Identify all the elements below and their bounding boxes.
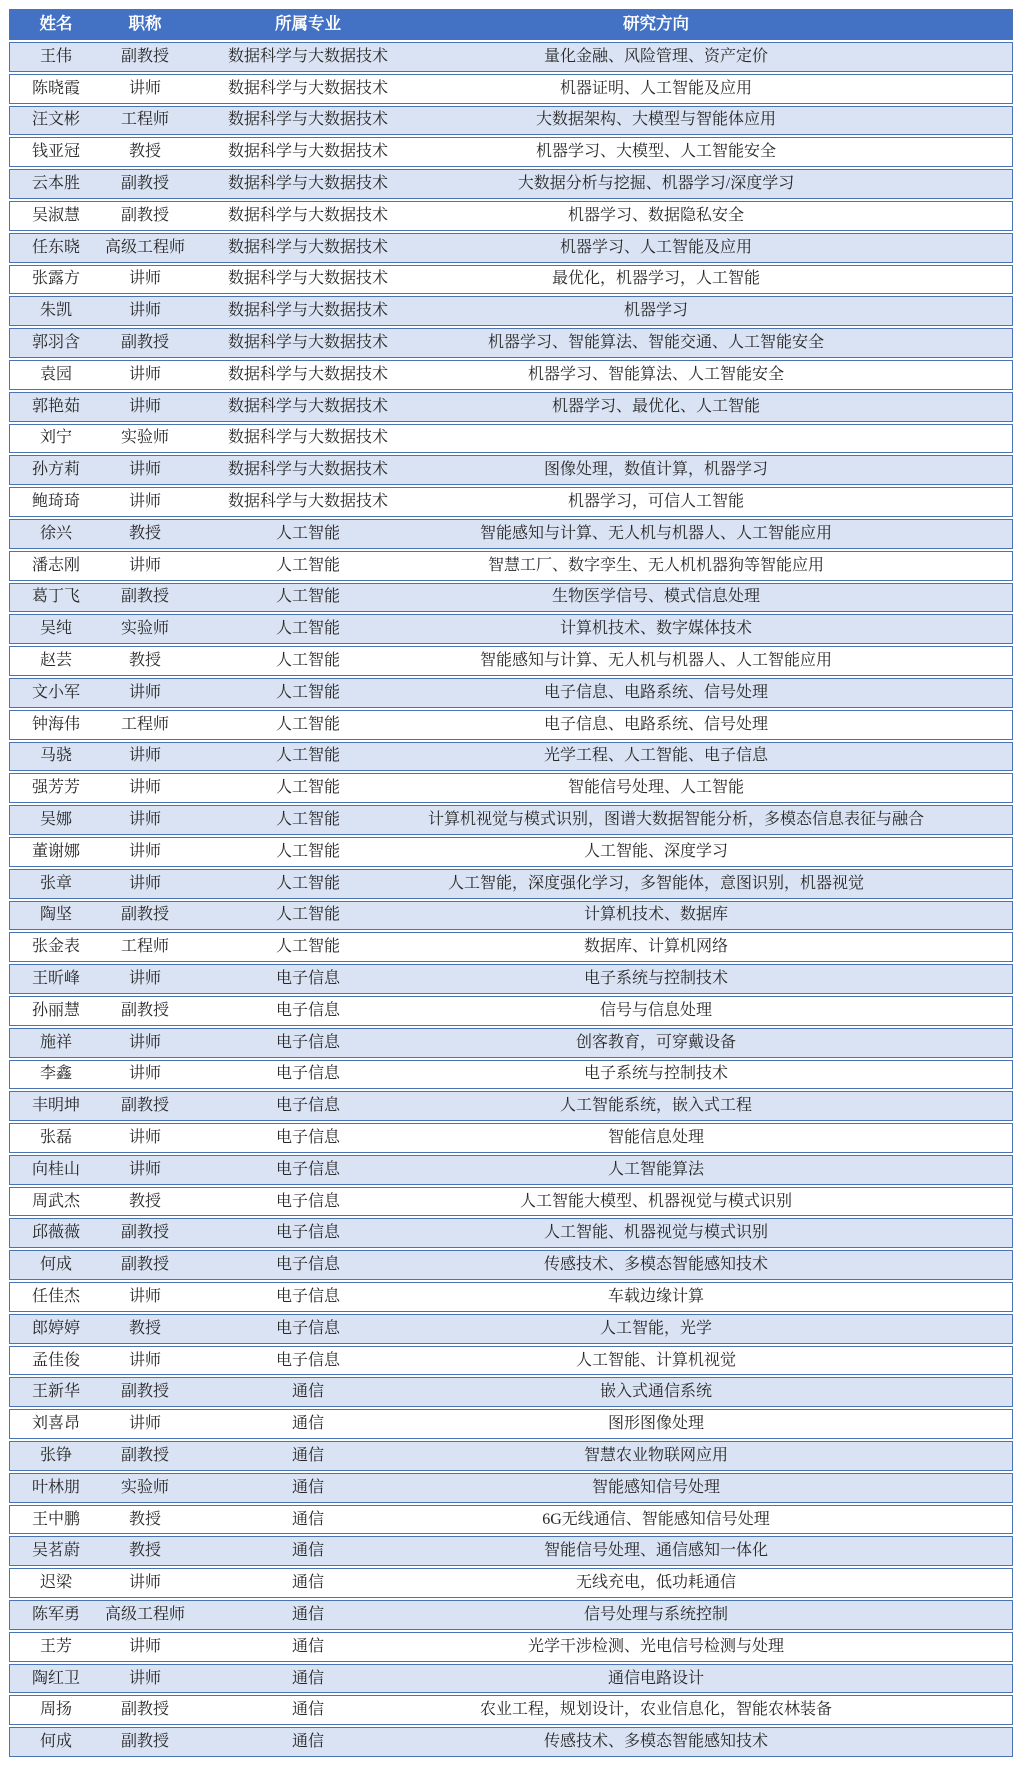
name-cell: 张铮 bbox=[39, 1446, 72, 1464]
major-cell: 通信 bbox=[291, 1637, 324, 1655]
name-cell: 陈晓霞 bbox=[31, 79, 80, 97]
research-cell: 数据库、计算机网络 bbox=[583, 938, 728, 956]
table-row bbox=[9, 519, 1013, 549]
major-cell: 电子信息 bbox=[275, 1001, 340, 1019]
table-row bbox=[9, 869, 1013, 899]
major-cell: 人工智能 bbox=[275, 652, 340, 670]
name-cell: 周扬 bbox=[39, 1701, 72, 1719]
major-cell: 人工智能 bbox=[275, 842, 340, 860]
major-cell: 电子信息 bbox=[275, 970, 340, 987]
major-cell: 数据科学与大数据技术 bbox=[227, 270, 388, 288]
research-cell: 机器学习、大模型、人工智能安全 bbox=[535, 143, 776, 161]
table-row bbox=[9, 1091, 1013, 1121]
name-cell: 周武杰 bbox=[31, 1192, 80, 1210]
research-cell: 传感技术、多模态智能感知技术 bbox=[543, 1733, 768, 1751]
title-cell: 讲师 bbox=[128, 1033, 161, 1051]
table-row bbox=[9, 805, 1013, 835]
table-row bbox=[9, 1314, 1013, 1344]
name-cell: 施祥 bbox=[39, 1033, 72, 1051]
major-cell: 人工智能 bbox=[275, 811, 340, 829]
major-cell: 数据科学与大数据技术 bbox=[227, 365, 388, 383]
research-cell: 光学工程、人工智能、电子信息 bbox=[543, 747, 768, 765]
title-cell: 讲师 bbox=[128, 1415, 161, 1433]
major-cell: 电子信息 bbox=[275, 1192, 340, 1210]
major-cell: 数据科学与大数据技术 bbox=[227, 429, 388, 447]
table-row bbox=[9, 1695, 1013, 1725]
research-cell: 智能感知信号处理 bbox=[591, 1478, 720, 1496]
research-cell: 图形图像处理 bbox=[607, 1415, 704, 1433]
name-cell: 鲍琦琦 bbox=[31, 493, 80, 511]
name-cell: 汪文彬 bbox=[31, 111, 80, 129]
major-cell: 通信 bbox=[291, 1574, 324, 1592]
table-row bbox=[9, 773, 1013, 803]
title-cell: 讲师 bbox=[128, 1128, 161, 1146]
table-row bbox=[9, 742, 1013, 772]
major-cell: 人工智能 bbox=[275, 524, 340, 542]
research-cell: 人工智能、深度学习 bbox=[583, 842, 728, 860]
table-row bbox=[9, 901, 1013, 931]
major-cell: 数据科学与大数据技术 bbox=[227, 493, 388, 511]
research-cell: 智慧工厂、数字孪生、无人机机器狗等智能应用 bbox=[487, 556, 824, 574]
name-cell: 李鑫 bbox=[39, 1065, 72, 1083]
name-cell: 王伟 bbox=[39, 47, 72, 65]
research-cell: 电子系统与控制技术 bbox=[583, 970, 728, 987]
research-cell: 信号与信息处理 bbox=[599, 1001, 712, 1019]
name-cell: 强芳芳 bbox=[31, 779, 80, 797]
title-cell: 讲师 bbox=[128, 1160, 161, 1178]
name-cell: 陈军勇 bbox=[31, 1605, 80, 1623]
major-cell: 数据科学与大数据技术 bbox=[227, 143, 388, 161]
table-header-row bbox=[9, 9, 1013, 40]
major-cell: 人工智能 bbox=[275, 588, 340, 606]
major-cell: 通信 bbox=[291, 1701, 324, 1719]
title-cell: 讲师 bbox=[128, 1065, 161, 1083]
name-cell: 吴茗蔚 bbox=[31, 1542, 80, 1560]
name-cell: 张磊 bbox=[39, 1128, 72, 1146]
major-cell: 人工智能 bbox=[275, 715, 340, 733]
table-row bbox=[9, 1536, 1013, 1566]
name-cell: 马骁 bbox=[39, 747, 72, 765]
research-cell: 机器学习、智能算法、智能交通、人工智能安全 bbox=[487, 334, 824, 352]
title-cell: 实验师 bbox=[120, 1478, 169, 1496]
title-cell: 教授 bbox=[128, 143, 161, 161]
title-cell: 讲师 bbox=[128, 1287, 161, 1305]
major-cell: 人工智能 bbox=[275, 906, 340, 924]
name-cell: 朱凯 bbox=[39, 302, 72, 320]
research-cell: 智能信号处理、人工智能 bbox=[567, 779, 744, 797]
name-cell: 郭艳茹 bbox=[31, 397, 80, 415]
title-cell: 讲师 bbox=[128, 683, 161, 701]
research-cell: 生物医学信号、模式信息处理 bbox=[551, 588, 760, 606]
title-cell: 教授 bbox=[128, 1319, 161, 1337]
title-cell: 副教授 bbox=[120, 175, 169, 193]
research-cell: 计算机技术、数据库 bbox=[583, 906, 728, 924]
table-row bbox=[9, 1346, 1013, 1376]
name-cell: 丰明坤 bbox=[31, 1097, 80, 1115]
title-cell: 教授 bbox=[128, 1542, 161, 1560]
title-cell: 讲师 bbox=[128, 1669, 161, 1687]
research-cell: 最优化，机器学习，人工智能 bbox=[551, 270, 760, 288]
table-row bbox=[9, 169, 1013, 199]
major-cell: 通信 bbox=[291, 1542, 324, 1560]
major-cell: 通信 bbox=[291, 1605, 324, 1623]
name-cell: 邱薇薇 bbox=[31, 1224, 80, 1242]
table-row bbox=[9, 1187, 1013, 1217]
major-cell: 通信 bbox=[291, 1478, 324, 1496]
major-cell: 人工智能 bbox=[275, 938, 340, 956]
major-cell: 数据科学与大数据技术 bbox=[227, 111, 388, 129]
table-row bbox=[9, 996, 1013, 1026]
table-row bbox=[9, 1250, 1013, 1280]
title-cell: 讲师 bbox=[128, 747, 161, 765]
major-cell: 电子信息 bbox=[275, 1160, 340, 1178]
major-cell: 电子信息 bbox=[275, 1319, 340, 1337]
research-cell: 图像处理，数值计算，机器学习 bbox=[543, 461, 768, 479]
table-row bbox=[9, 932, 1013, 962]
name-cell: 钟海伟 bbox=[31, 715, 80, 733]
name-cell: 孟佳俊 bbox=[31, 1351, 80, 1369]
major-cell: 数据科学与大数据技术 bbox=[227, 397, 388, 415]
major-cell: 数据科学与大数据技术 bbox=[227, 302, 388, 320]
name-cell: 袁园 bbox=[39, 365, 72, 383]
research-cell: 机器学习、最优化、人工智能 bbox=[551, 397, 760, 415]
table-row bbox=[9, 392, 1013, 422]
research-cell: 智能感知与计算、无人机与机器人、人工智能应用 bbox=[479, 524, 832, 542]
table-row bbox=[9, 1505, 1013, 1535]
table-row bbox=[9, 614, 1013, 644]
major-cell: 数据科学与大数据技术 bbox=[227, 47, 388, 65]
name-cell: 董谢娜 bbox=[31, 842, 80, 860]
title-cell: 副教授 bbox=[120, 1733, 169, 1751]
name-cell: 张露方 bbox=[31, 270, 80, 288]
table-row bbox=[9, 265, 1013, 295]
major-cell: 通信 bbox=[291, 1669, 324, 1687]
title-cell: 副教授 bbox=[120, 47, 169, 65]
name-cell: 何成 bbox=[39, 1256, 72, 1274]
name-cell: 云本胜 bbox=[31, 175, 80, 193]
title-cell: 讲师 bbox=[128, 811, 161, 829]
name-cell: 吴纯 bbox=[39, 620, 72, 638]
table-row bbox=[9, 1409, 1013, 1439]
title-cell: 高级工程师 bbox=[104, 1605, 185, 1623]
name-cell: 王新华 bbox=[31, 1383, 80, 1401]
research-cell: 机器学习、数据隐私安全 bbox=[567, 206, 744, 224]
table-row bbox=[9, 1727, 1013, 1757]
name-cell: 向桂山 bbox=[31, 1160, 80, 1178]
major-cell: 数据科学与大数据技术 bbox=[227, 238, 388, 256]
title-cell: 工程师 bbox=[120, 715, 169, 733]
research-cell: 智能信息处理 bbox=[607, 1128, 704, 1146]
major-cell: 通信 bbox=[291, 1446, 324, 1464]
name-cell: 何成 bbox=[39, 1733, 72, 1751]
title-cell: 副教授 bbox=[120, 206, 169, 224]
research-cell: 人工智能算法 bbox=[607, 1160, 704, 1178]
title-cell: 讲师 bbox=[128, 397, 161, 415]
name-cell: 叶林朋 bbox=[31, 1478, 80, 1496]
research-cell: 人工智能大模型、机器视觉与模式识别 bbox=[519, 1192, 792, 1210]
table-row bbox=[9, 1632, 1013, 1662]
research-cell: 嵌入式通信系统 bbox=[599, 1383, 712, 1401]
title-cell: 教授 bbox=[128, 652, 161, 670]
title-cell: 副教授 bbox=[120, 1256, 169, 1274]
name-cell: 陶红卫 bbox=[31, 1669, 80, 1687]
research-cell: 6G无线通信、智能感知信号处理 bbox=[542, 1510, 770, 1528]
research-cell: 智慧农业物联网应用 bbox=[583, 1446, 728, 1464]
research-cell: 信号处理与系统控制 bbox=[583, 1605, 728, 1623]
research-cell: 大数据分析与挖掘、机器学习/深度学习 bbox=[517, 175, 795, 193]
name-cell: 王中鹏 bbox=[31, 1510, 80, 1528]
research-cell: 机器学习，可信人工智能 bbox=[567, 493, 744, 511]
major-cell: 人工智能 bbox=[275, 874, 340, 892]
table-row bbox=[9, 42, 1013, 72]
title-cell: 讲师 bbox=[128, 556, 161, 574]
major-cell: 电子信息 bbox=[275, 1033, 340, 1051]
table-row bbox=[9, 583, 1013, 613]
name-cell: 钱亚冠 bbox=[31, 143, 80, 161]
table-row bbox=[9, 837, 1013, 867]
title-cell: 讲师 bbox=[128, 874, 161, 892]
research-cell: 农业工程，规划设计，农业信息化，智能农林装备 bbox=[479, 1701, 832, 1719]
title-cell: 副教授 bbox=[120, 588, 169, 606]
research-cell: 电子信息、电路系统、信号处理 bbox=[543, 683, 768, 701]
table-row bbox=[9, 1282, 1013, 1312]
title-cell: 讲师 bbox=[128, 779, 161, 797]
major-cell: 通信 bbox=[291, 1415, 324, 1433]
research-cell: 计算机视觉与模式识别，图谱大数据智能分析，多模态信息表征与融合 bbox=[428, 811, 925, 829]
research-cell: 机器学习、智能算法、人工智能安全 bbox=[527, 365, 784, 383]
major-cell: 电子信息 bbox=[275, 1351, 340, 1369]
title-cell: 讲师 bbox=[128, 302, 161, 320]
name-cell: 孙方莉 bbox=[31, 461, 80, 479]
name-cell: 吴娜 bbox=[39, 811, 72, 829]
title-cell: 讲师 bbox=[128, 1637, 161, 1655]
table-row bbox=[9, 233, 1013, 263]
table-row bbox=[9, 455, 1013, 485]
major-cell: 电子信息 bbox=[275, 1128, 340, 1146]
research-cell: 人工智能，光学 bbox=[599, 1319, 712, 1337]
table-row bbox=[9, 710, 1013, 740]
title-cell: 副教授 bbox=[120, 1383, 169, 1401]
title-cell: 讲师 bbox=[128, 461, 161, 479]
title-cell: 实验师 bbox=[120, 620, 169, 638]
title-cell: 讲师 bbox=[128, 970, 161, 987]
major-cell: 数据科学与大数据技术 bbox=[227, 175, 388, 193]
title-cell: 讲师 bbox=[128, 842, 161, 860]
title-cell: 讲师 bbox=[128, 1351, 161, 1369]
title-cell: 讲师 bbox=[128, 493, 161, 511]
research-cell: 机器学习 bbox=[623, 302, 688, 320]
research-cell: 机器证明、人工智能及应用 bbox=[559, 79, 752, 97]
name-cell: 张章 bbox=[39, 874, 72, 892]
table-row bbox=[9, 296, 1013, 326]
research-cell: 计算机技术、数字媒体技术 bbox=[559, 620, 752, 638]
title-cell: 教授 bbox=[128, 1192, 161, 1210]
table-row bbox=[9, 1473, 1013, 1503]
major-cell: 通信 bbox=[291, 1510, 324, 1528]
research-cell: 量化金融、风险管理、资产定价 bbox=[543, 47, 768, 65]
name-cell: 刘宁 bbox=[39, 429, 72, 447]
table-row bbox=[9, 964, 1013, 994]
major-cell: 人工智能 bbox=[275, 683, 340, 701]
name-cell: 文小军 bbox=[31, 683, 80, 701]
name-cell: 王昕峰 bbox=[31, 970, 80, 987]
table-row bbox=[9, 328, 1013, 358]
research-cell: 无线充电，低功耗通信 bbox=[575, 1574, 736, 1592]
major-cell: 人工智能 bbox=[275, 747, 340, 765]
name-cell: 徐兴 bbox=[39, 524, 72, 542]
research-cell: 人工智能系统，嵌入式工程 bbox=[559, 1097, 752, 1115]
research-cell: 通信电路设计 bbox=[607, 1669, 704, 1687]
research-cell: 电子系统与控制技术 bbox=[583, 1065, 728, 1083]
title-cell: 实验师 bbox=[120, 429, 169, 447]
title-cell: 讲师 bbox=[128, 1574, 161, 1592]
major-cell: 人工智能 bbox=[275, 620, 340, 638]
name-cell: 潘志刚 bbox=[31, 556, 80, 574]
major-cell: 电子信息 bbox=[275, 1097, 340, 1115]
name-cell: 陶坚 bbox=[39, 906, 72, 924]
title-cell: 讲师 bbox=[128, 79, 161, 97]
table-row bbox=[9, 1441, 1013, 1471]
name-cell: 葛丁飞 bbox=[31, 588, 80, 606]
table-row bbox=[9, 551, 1013, 581]
major-cell: 电子信息 bbox=[275, 1065, 340, 1083]
name-cell: 孙丽慧 bbox=[31, 1001, 80, 1019]
table-row bbox=[9, 74, 1013, 104]
major-cell: 通信 bbox=[291, 1733, 324, 1751]
major-cell: 电子信息 bbox=[275, 1287, 340, 1305]
research-cell: 机器学习、人工智能及应用 bbox=[559, 238, 752, 256]
name-cell: 郭羽含 bbox=[31, 334, 80, 352]
major-cell: 数据科学与大数据技术 bbox=[227, 334, 388, 352]
table-row bbox=[9, 106, 1013, 136]
research-cell: 车载边缘计算 bbox=[607, 1287, 704, 1305]
header-cell-title: 职称 bbox=[128, 15, 162, 34]
major-cell: 电子信息 bbox=[275, 1256, 340, 1274]
table-row bbox=[9, 1123, 1013, 1153]
name-cell: 迟梁 bbox=[39, 1574, 72, 1592]
title-cell: 副教授 bbox=[120, 906, 169, 924]
title-cell: 副教授 bbox=[120, 334, 169, 352]
table-row bbox=[9, 1218, 1013, 1248]
name-cell: 吴淑慧 bbox=[31, 206, 80, 224]
header-cell-name: 姓名 bbox=[39, 15, 73, 34]
title-cell: 讲师 bbox=[128, 365, 161, 383]
research-cell: 智能感知与计算、无人机与机器人、人工智能应用 bbox=[479, 652, 832, 670]
research-cell: 传感技术、多模态智能感知技术 bbox=[543, 1256, 768, 1274]
title-cell: 工程师 bbox=[120, 938, 169, 956]
table-row bbox=[9, 1377, 1013, 1407]
major-cell: 数据科学与大数据技术 bbox=[227, 79, 388, 97]
title-cell: 副教授 bbox=[120, 1097, 169, 1115]
table-row bbox=[9, 678, 1013, 708]
major-cell: 人工智能 bbox=[275, 779, 340, 797]
table-row bbox=[9, 1060, 1013, 1090]
name-cell: 任东晓 bbox=[31, 238, 80, 256]
header-cell-major: 所属专业 bbox=[275, 15, 341, 34]
name-cell: 张金表 bbox=[31, 938, 80, 956]
title-cell: 教授 bbox=[128, 1510, 161, 1528]
name-cell: 王芳 bbox=[39, 1637, 72, 1655]
table-row bbox=[9, 1600, 1013, 1630]
table-row bbox=[9, 424, 1013, 454]
major-cell: 数据科学与大数据技术 bbox=[227, 206, 388, 224]
research-cell: 人工智能、计算机视觉 bbox=[575, 1351, 736, 1369]
name-cell: 任佳杰 bbox=[31, 1287, 80, 1305]
table-row bbox=[9, 646, 1013, 676]
table-row bbox=[9, 137, 1013, 167]
table-row bbox=[9, 1664, 1013, 1694]
name-cell: 郎婷婷 bbox=[31, 1319, 80, 1337]
table-row bbox=[9, 201, 1013, 231]
major-cell: 数据科学与大数据技术 bbox=[227, 461, 388, 479]
title-cell: 讲师 bbox=[128, 270, 161, 288]
table-row bbox=[9, 1028, 1013, 1058]
title-cell: 副教授 bbox=[120, 1224, 169, 1242]
title-cell: 副教授 bbox=[120, 1001, 169, 1019]
major-cell: 通信 bbox=[291, 1383, 324, 1401]
major-cell: 电子信息 bbox=[275, 1224, 340, 1242]
title-cell: 副教授 bbox=[120, 1446, 169, 1464]
title-cell: 工程师 bbox=[120, 111, 169, 129]
table-row bbox=[9, 487, 1013, 517]
title-cell: 副教授 bbox=[120, 1701, 169, 1719]
header-cell-research: 研究方向 bbox=[623, 15, 689, 34]
research-cell: 人工智能、机器视觉与模式识别 bbox=[543, 1224, 768, 1242]
title-cell: 教授 bbox=[128, 524, 161, 542]
major-cell: 人工智能 bbox=[275, 556, 340, 574]
name-cell: 刘喜昂 bbox=[31, 1415, 80, 1433]
title-cell: 高级工程师 bbox=[104, 238, 185, 256]
table-row bbox=[9, 1155, 1013, 1185]
research-cell: 大数据架构、大模型与智能体应用 bbox=[535, 111, 776, 129]
research-cell: 电子信息、电路系统、信号处理 bbox=[543, 715, 768, 733]
research-cell: 光学干涉检测、光电信号检测与处理 bbox=[527, 1637, 784, 1655]
research-cell: 人工智能，深度强化学习，多智能体，意图识别，机器视觉 bbox=[447, 874, 864, 892]
research-cell: 创客教育，可穿戴设备 bbox=[575, 1033, 736, 1051]
research-cell: 智能信号处理、通信感知一体化 bbox=[543, 1542, 768, 1560]
name-cell: 赵芸 bbox=[39, 652, 72, 670]
table-row bbox=[9, 1568, 1013, 1598]
table-row bbox=[9, 360, 1013, 390]
